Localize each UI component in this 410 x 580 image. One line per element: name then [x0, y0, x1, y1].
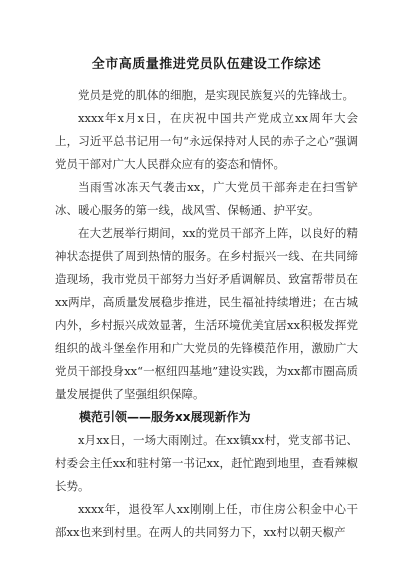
document-title: 全市高质量推进党员队伍建设工作综述 — [91, 57, 322, 72]
section-heading: 模范引领——服务xx展现新作为 — [79, 410, 251, 424]
paragraph: x月xx日，一场大雨刚过。在xx镇xx村，党支部书记、村委会主任xx和驻村第一书记xx，赶忙跑到地里，查看辣椒长势。 — [55, 433, 358, 493]
paragraph: xxxx年x月x日，在庆祝中国共产党成立xx周年大会上，习近平总书记用一句“永远保持对人民的赤子之心”强调党员干部对广大人民群众应有的姿态和情怀。 — [55, 111, 358, 171]
paragraph: 在大艺展举行期间，xx的党员干部齐上阵，以良好的精神状态提供了周到热情的服务。在乡村振兴一线、在共同缔造现场，我市党员干部努力当好矛盾调解员、致富帮带员在xx两岸，高质量发展稳步推进，民生福祉持续增进；在古城内外，乡村振兴成效显著，生活环境优美宜居xx积极发挥党组织的战斗堡垒作用和广大党员的先锋模范作用，激励广大党员干部投身xx“一枢纽四基地”建设实践，为xx都市圈高质量发展提供了坚强组织保障。 — [55, 226, 358, 401]
paragraph: 当雨雪冰冻天气袭击xx，广大党员干部奔走在扫雪铲冰、暖心服务的第一线，战风雪、保畅通、护平安。 — [55, 180, 358, 217]
paragraph: xxxx年，退役军人xx刚刚上任，市住房公积金中心干部xx也来到村里。在两人的共同努力下，xx村以朝天椒产 — [55, 502, 358, 539]
paragraph: 党员是党的肌体的细胞，是实现民族复兴的先锋战士。 — [78, 88, 354, 102]
